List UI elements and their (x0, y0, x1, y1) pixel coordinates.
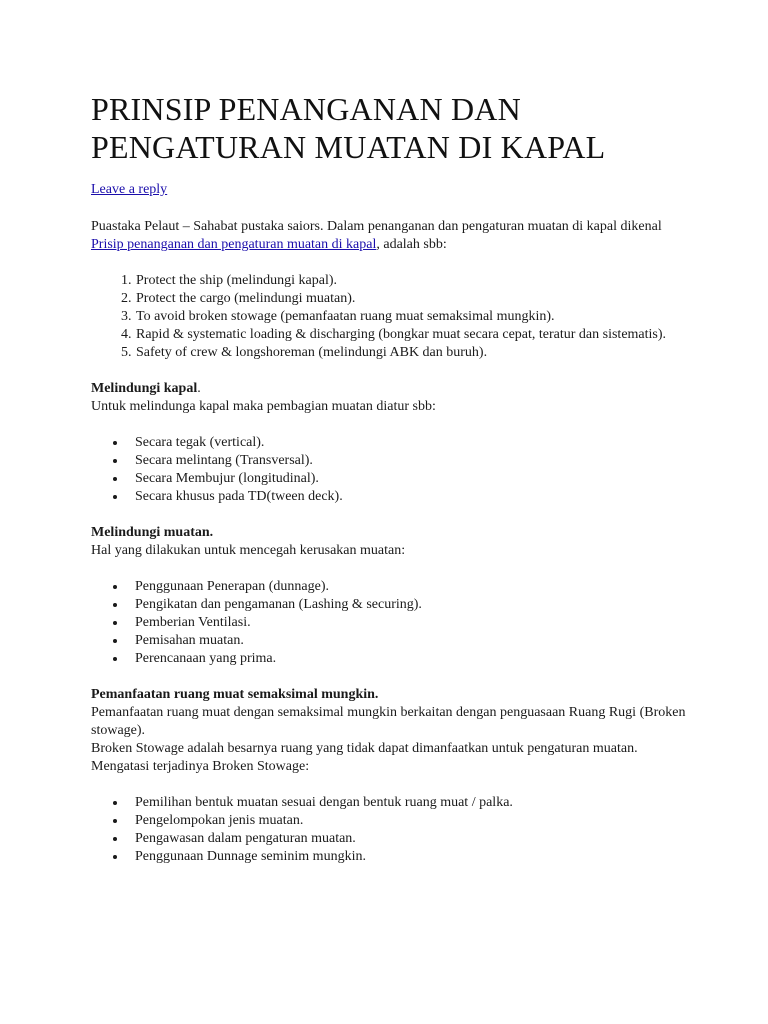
list-item: Secara khusus pada TD(tween deck). (135, 488, 691, 506)
list-item: Penggunaan Penerapan (dunnage). (135, 578, 691, 596)
section-text: Untuk melindunga kapal maka pembagian muatan diatur sbb: (91, 399, 436, 414)
list-item: Pengawasan dalam pengaturan muatan. (135, 830, 691, 848)
list-item: Pemilihan bentuk muatan sesuai dengan bentuk ruang muat / palka. (135, 794, 691, 812)
section-text: Hal yang dilakukan untuk mencegah kerusakan muatan: (91, 543, 406, 558)
intro-text-end: , adalah sbb: (376, 237, 447, 252)
list-item: Pengikatan dan pengamanan (Lashing & securing). (135, 596, 691, 614)
leave-reply-link[interactable]: Leave a reply (91, 182, 168, 197)
bullet-list (91, 794, 691, 866)
heading-period: . (197, 381, 201, 396)
section-protect-ship (91, 380, 691, 506)
section-protect-cargo (91, 524, 691, 668)
section-paragraph: Broken Stowage adalah besarnya ruang yang tidak dapat dimanfaatkan untuk pengaturan muatan. (91, 741, 638, 756)
list-item: 5. Safety of crew & longshoreman (melindungi ABK dan buruh). (135, 344, 691, 362)
list-item: 2. Protect the cargo (melindungi muatan). (135, 290, 691, 308)
list-item: 3. To avoid broken stowage (pemanfaatan ruang muat semaksimal mungkin). (135, 308, 691, 326)
bullet-list (91, 578, 691, 668)
section-broken-stowage (91, 686, 691, 866)
list-item: 4. Rapid & systematic loading & discharging (bongkar muat secara cepat, teratur dan sistematis). (135, 326, 691, 344)
bullet-list (91, 434, 691, 506)
list-item: 1. Protect the ship (melindungi kapal). (135, 272, 691, 290)
intro-paragraph (91, 218, 691, 254)
list-item: Secara melintang (Transversal). (135, 452, 691, 470)
list-item: Perencanaan yang prima. (135, 650, 691, 668)
list-item: Pemisahan muatan. (135, 632, 691, 650)
list-item: Penggunaan Dunnage seminim mungkin. (135, 848, 691, 866)
principles-list (91, 272, 691, 362)
section-heading: Pemanfaatan ruang muat semaksimal mungkin. (91, 687, 379, 702)
section-heading: Melindungi kapal (91, 381, 198, 396)
reply-row (91, 181, 691, 199)
section-paragraph: Mengatasi terjadinya Broken Stowage: (91, 759, 310, 774)
principles-link[interactable]: Prisip penanganan dan pengaturan muatan di kapal (91, 237, 377, 252)
section-heading: Melindungi muatan. (91, 525, 214, 540)
page-title: PRINSIP PENANGANAN DAN PENGATURAN MUATAN DI KAPAL (91, 91, 606, 165)
list-item: Secara tegak (vertical). (135, 434, 691, 452)
section-paragraph: Pemanfaatan ruang muat dengan semaksimal mungkin berkaitan dengan penguasaan Ruang Rugi (Broken stowage). (91, 705, 686, 738)
list-item: Secara Membujur (longitudinal). (135, 470, 691, 488)
intro-text: Puastaka Pelaut – Sahabat pustaka saiors. Dalam penanganan dan pengaturan muatan di kapal dikenal (91, 219, 662, 234)
list-item: Pengelompokan jenis muatan. (135, 812, 691, 830)
list-item: Pemberian Ventilasi. (135, 614, 691, 632)
section-heading-line (91, 686, 691, 704)
section-heading-line (91, 524, 691, 542)
section-heading-line (91, 380, 691, 398)
article (91, 90, 691, 866)
